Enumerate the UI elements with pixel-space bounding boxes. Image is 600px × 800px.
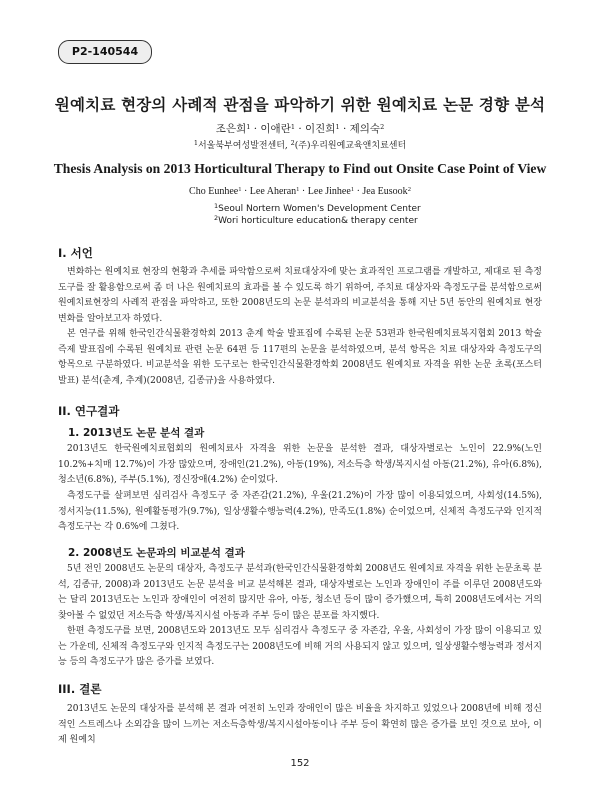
author-name: Jea Eusook [362,186,408,197]
author-name: 이애란 [260,123,291,135]
author-separator: · [356,186,360,197]
author-separator: · [243,186,248,197]
author-name: Cho Eunhee [189,186,239,197]
page-number: 152 [290,758,310,769]
affiliations-korean [0,138,600,151]
author-name: Lee Aheran [249,186,297,197]
affil-1: Seoul Nortern Women's Development Center [218,204,421,214]
authors-english [0,186,600,197]
affil-1-line [214,204,421,216]
affil-sup: 1 [214,202,219,210]
author-sup: 1 [290,123,295,131]
author-separator: · [342,123,347,135]
title-korean: 원예치료 현장의 사례적 관점을 파악하기 위한 원예치료 논문 경향 분석 [54,96,546,114]
subsection-heading-2013: 1. 2013년도 논문 분석 결과 [68,427,205,439]
author-sup: 1 [238,186,242,193]
paragraph: 5년 전인 2008년도 논문의 대상자, 측정도구 분석과(한국인간식물환경학회 2008년도 원예치료 자격을 위한 논문초록 분석, 김종규, 2008)과 2013년도 논문 분석을 비교 분석해본 결과, 대상자별로는 노인과 장애인이 주를 이루던 2008년도와는 달리 2013년도는 노인과 장애인이 여전히 많지만 유아, 아동, 청소년 등이 많이 증가했으며, 특히 2008년도에서는 거의 찾아볼 수 없었던 저소득층 학생/복지시설 아동과 주부 등이 많은 분포를 차지했다. [58,564,542,621]
affil-1: 서울북부여성발전센터, [197,141,288,151]
section-heading-conclusion: III. 결론 [58,682,102,696]
author-name: 조은희 [215,123,247,135]
affil-2: (주)우리원예교육앤치료센터 [294,141,407,151]
paragraph: 측정도구를 살펴보면 심리검사 측정도구 중 자존감(21.2%), 우울(21.2%)이 가장 많이 이용되었으며, 사회성(14.5%), 정서지능(11.5%), 원예활동평가(9.7%), 일상생활수행능력(4.2%), 만족도(1.8%) 순이었으며, 신체적 측정도구와 인지적 측정도구는 각 0.6%에 그쳤다. [58,491,542,533]
author-sup: 2 [407,186,411,193]
affil-sup: 1 [193,139,198,147]
author-name: 이진희 [305,123,336,135]
paragraph: 변화하는 원예치료 현장의 현황과 추세를 파악함으로써 치료대상자에 맞는 효과적인 프로그램를 개발하고, 제대로 된 측정도구를 잘 활용함으로써 좀 더 나은 원예치료의 효과를 볼 수 있도록 하기 위하여, 주치료 대상자와 측정도구를 분석함으로써 원예치료현장의 사례적 관점을 파악하고, 또한 2008년도의 논문 분석과의 비교분석을 통해 지난 5년 동안의 원예치료 현장 변화를 알아보고자 하였다. [58,267,542,324]
author-name: Lee Jinhee [307,186,351,197]
author-sup: 1 [350,186,355,193]
paragraph: 2013년도 논문의 대상자를 분석해 본 결과 여전히 노인과 장애인이 많은 비율을 차지하고 있었으나 2008년에 비해 정신적인 스트레스나 소외감을 많이 느끼는 저소득층학생/복지시설아동이나 주부 등이 확연히 많은 증가를 보인 것으로 보아, 이제 원예치 [58,704,542,746]
paragraph: 2013년도 한국원예치료협회의 원예치료사 자격을 위한 논문을 분석한 결과, 대상자별로는 노인이 22.9%(노인 10.2%+치매 12.7%)이 가장 많았으며, 장애인(21.2%), 아동(19%), 저소득층 학생/복지시설 아동(21.2%), 유아(6.8%), 청소년(6.8%), 주부(5.1%), 정신장애(4.2%) 순이었다. [58,444,542,486]
author-separator: · [253,123,258,135]
section-heading-introduction: I. 서언 [58,246,93,260]
affiliations-english [214,204,421,227]
subsection-heading-2008-comparison: 2. 2008년도 논문과의 비교분석 결과 [68,547,245,559]
paragraph: 본 연구를 위해 한국인간식물환경학회 2013 춘계 학술 발표집에 수록된 논문 53편과 한국원예치료복지협회 2013 학술즉제 발표집에 수록된 원예치료 관련 논문 64편 등 117편의 논문을 분석하였으며, 분석 항목은 치료 대상자와 측정도구의 항목으로 구분하였다. 비교분석을 위한 도구로는 한국인간식물환경학회 2008년도 원예치료 자격을 위한 논문 초록(포스터발표) 분석(춘계, 추계)(2008년, 김종규)을 사용하였다. [58,329,542,386]
author-name: 제의숙 [349,123,381,135]
section-heading-results: II. 연구결과 [58,404,120,418]
title-english: Thesis Analysis on 2013 Horticultural Therapy to Find out Onsite Case Point of View [53,161,547,176]
author-separator: · [298,123,302,135]
authors-korean [0,121,600,136]
affil-2: Wori horticulture education& therapy center [218,215,418,226]
author-sup: 1 [296,186,300,193]
author-separator: · [301,186,306,197]
author-sup: 2 [380,123,385,131]
affil-sup: 2 [290,139,295,147]
paragraph: 한편 측정도구를 보면, 2008년도와 2013년도 모두 심리검사 측정도구 중 자존감, 우울, 사회성이 가장 많이 이용되고 있는 가운데, 신체적 측정도구와 인지적 측정도구는 2008년도에 비해 거의 사용되지 않고 있으며, 일상생활수행능력과 정서지능 등의 측정도구가 많은 증가를 보였다. [58,626,542,668]
affil-2-line [214,213,421,228]
author-sup: 1 [246,123,251,131]
affil-sup: 2 [214,213,219,222]
author-sup: 1 [335,123,340,131]
poster-id-badge: P2-140544 [58,40,152,64]
